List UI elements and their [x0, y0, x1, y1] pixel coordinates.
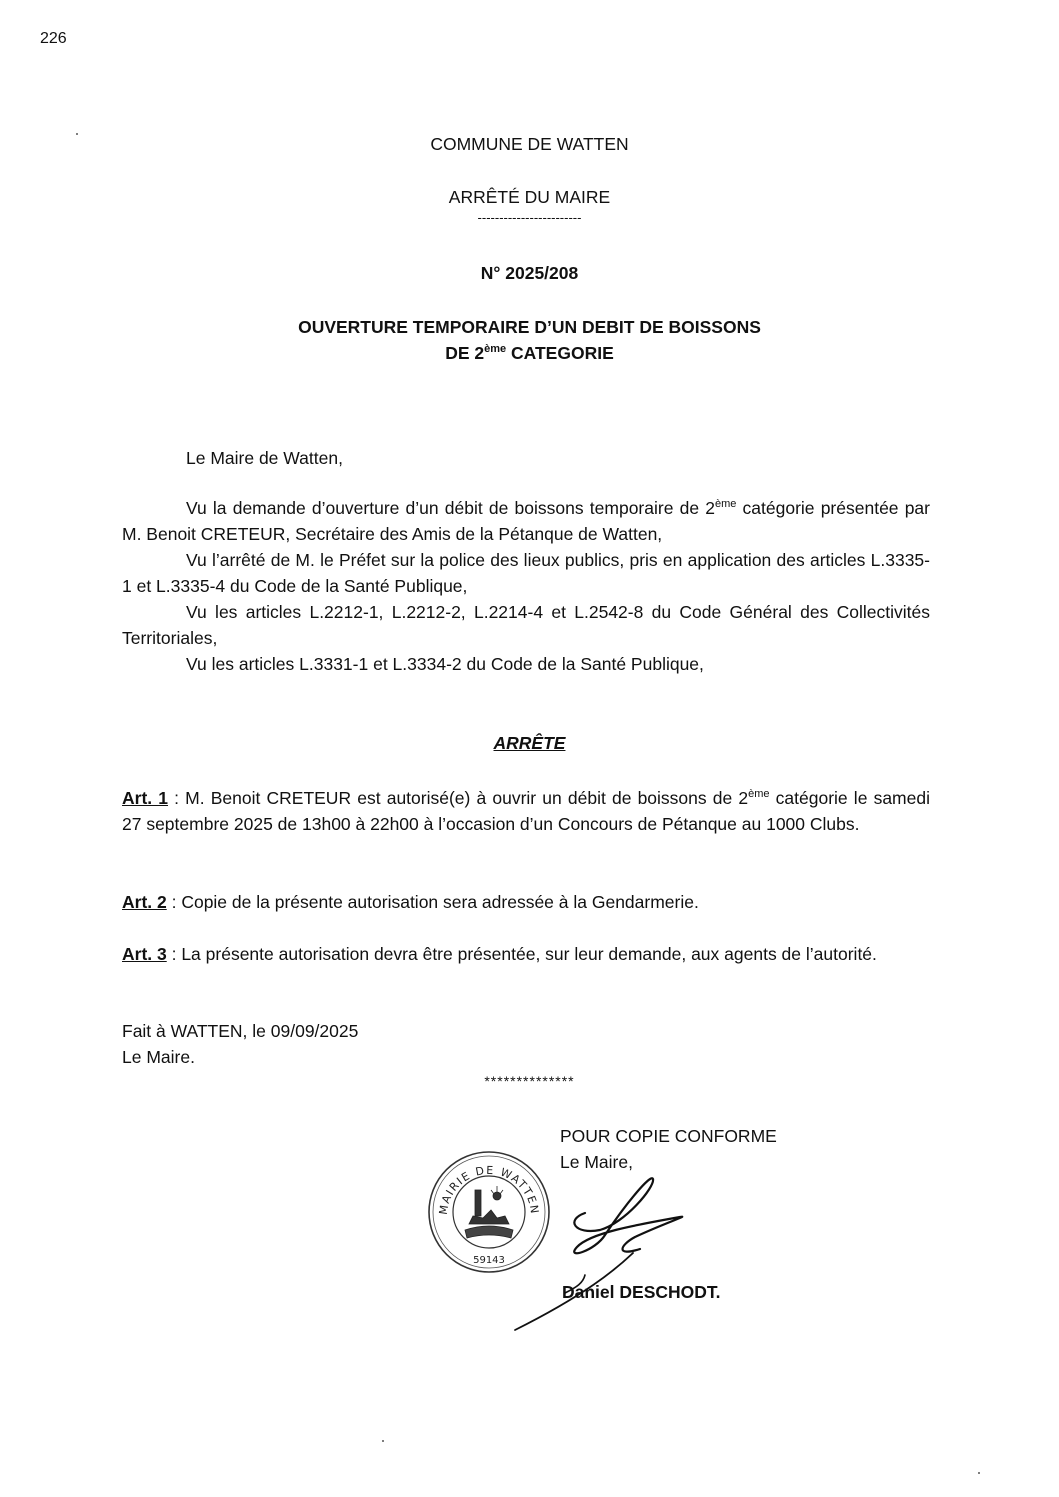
preamble-vu-4: Vu les articles L.3331-1 et L.3334-2 du Code de la Santé Publique,: [186, 654, 704, 674]
place-and-date: Fait à WATTEN, le 09/09/2025: [122, 1021, 359, 1041]
closing-stars: **************: [484, 1073, 575, 1089]
header-separator: ------------------------: [477, 210, 582, 225]
preamble-vu-2: Vu l’arrêté de M. le Préfet sur la police des lieux publics, pris en application des articles L.3335-1 et L.3335-4 du Code de la Santé Publique,: [122, 550, 930, 596]
decree-title-line2: DE 2ème CATEGORIE: [445, 343, 614, 363]
article-2: Art. 2 : Copie de la présente autorisation sera adressée à la Gendarmerie.: [122, 892, 699, 912]
page-number: 226: [40, 30, 67, 47]
preamble-vu-3: Vu les articles L.2212-1, L.2212-2, L.2214-4 et L.2542-8 du Code Général des Collectivités Territoriales,: [122, 602, 930, 648]
closing-role: Le Maire.: [122, 1047, 195, 1067]
signatory-name: Daniel DESCHODT.: [562, 1282, 721, 1302]
article-1: Art. 1 : M. Benoit CRETEUR est autorisé(e) à ouvrir un débit de boissons de 2ème catégorie le samedi 27 septembre 2025 de 13h00 à 22h00 à l’occasion d’un Concours de Pétanque au 1000 Clubs.: [122, 788, 930, 834]
svg-text:59143: 59143: [473, 1255, 505, 1266]
act-type: ARRÊTÉ DU MAIRE: [448, 187, 611, 207]
article-2-label: Art. 2: [122, 892, 167, 912]
certification-heading: POUR COPIE CONFORME: [560, 1126, 777, 1146]
decree-number: N° 2025/208: [480, 263, 579, 283]
scan-speck: [382, 1440, 384, 1442]
svg-text:MAIRIE DE WATTEN: MAIRIE DE WATTEN: [436, 1163, 542, 1216]
article-3: Art. 3 : La présente autorisation devra être présentée, sur leur demande, aux agents de l’autorité.: [122, 944, 877, 964]
decree-title-line1: OUVERTURE TEMPORAIRE D’UN DEBIT DE BOISSONS: [298, 317, 761, 337]
decision-heading: ARRÊTE: [493, 733, 566, 753]
handwritten-signature: [505, 1165, 705, 1340]
salutation: Le Maire de Watten,: [186, 448, 343, 468]
article-3-label: Art. 3: [122, 944, 167, 964]
scan-speck: [76, 133, 78, 135]
commune-name: COMMUNE DE WATTEN: [430, 134, 629, 154]
certification-role: Le Maire,: [560, 1152, 633, 1172]
article-1-label: Art. 1: [122, 788, 169, 808]
scan-speck: [978, 1472, 980, 1474]
preamble-vu-1: Vu la demande d’ouverture d’un débit de boissons temporaire de 2ème catégorie présentée par M. Benoit CRETEUR, Secrétaire des Amis de la Pétanque de Watten,: [122, 498, 930, 544]
